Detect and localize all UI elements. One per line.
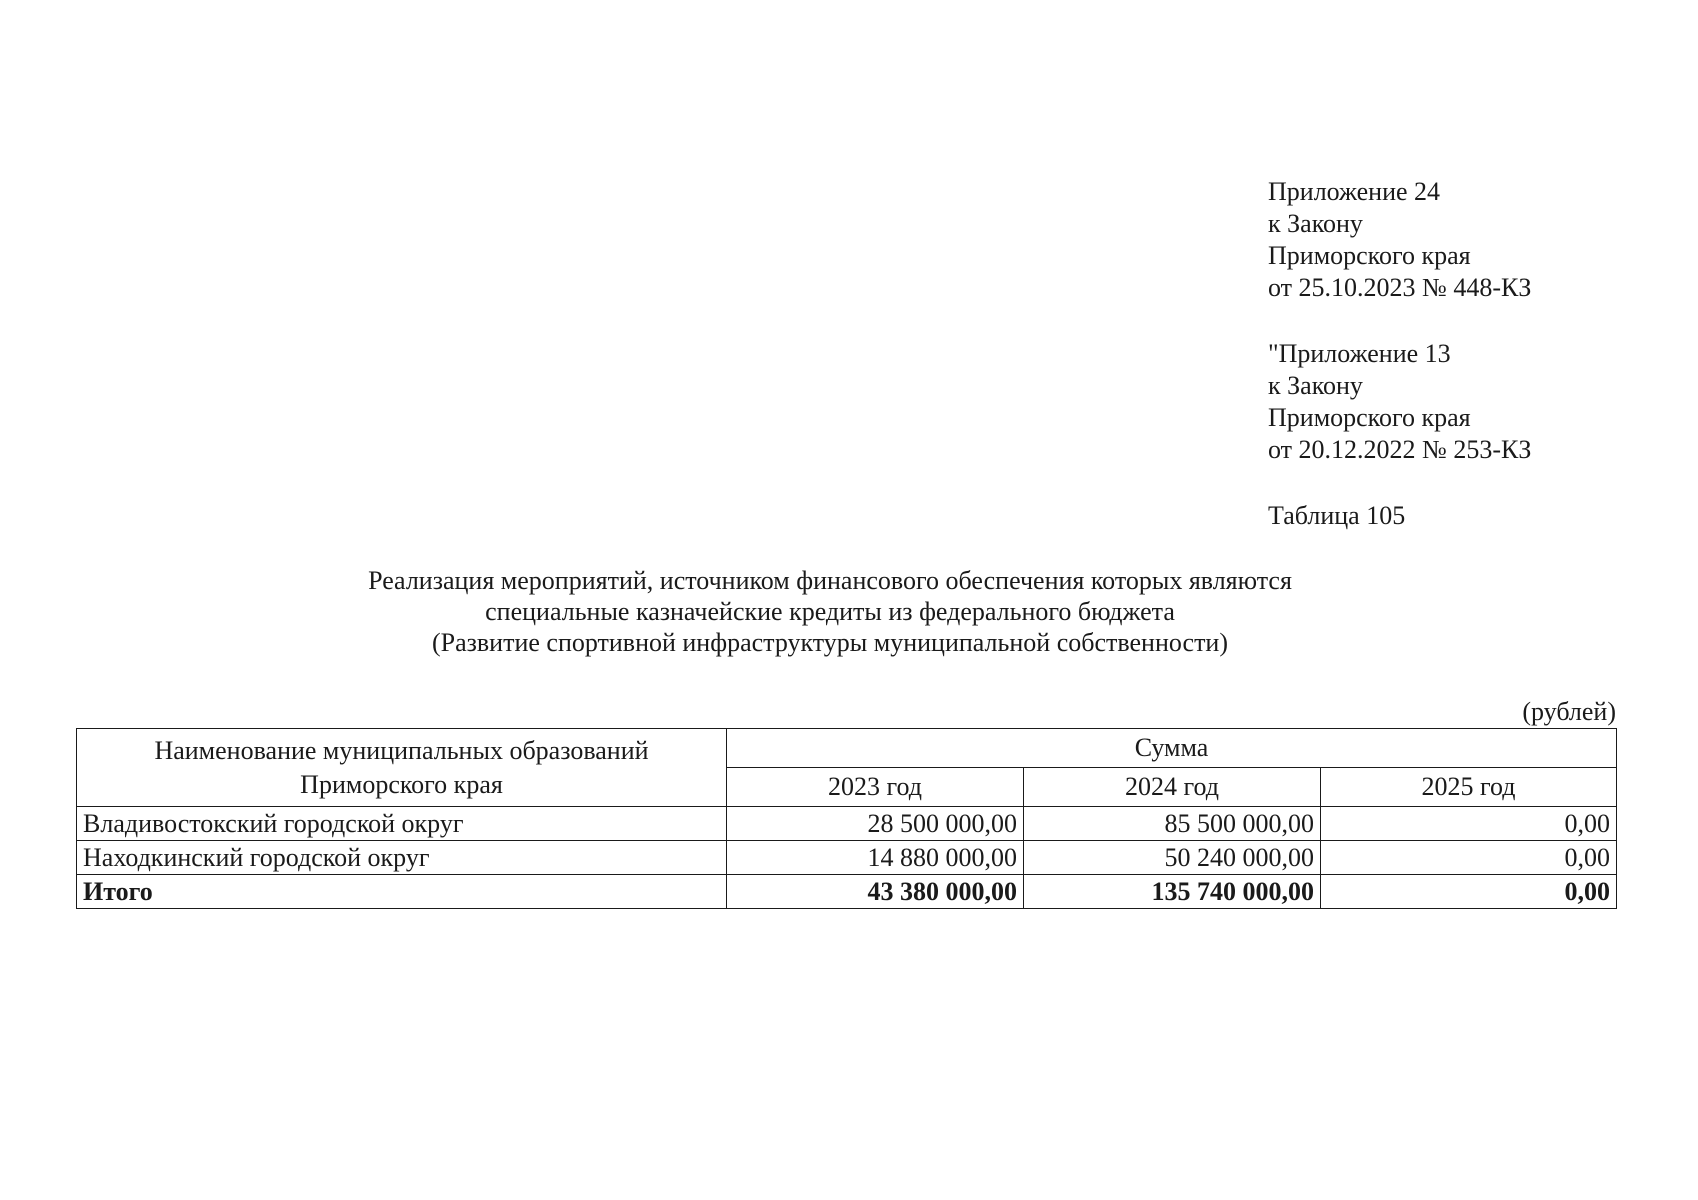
units-label: (рублей) <box>1522 697 1616 726</box>
annex-line: к Закону <box>1268 371 1363 400</box>
year-header-2023: 2023 год <box>727 768 1024 807</box>
table-row <box>77 841 1617 875</box>
budget-table <box>76 728 1617 909</box>
header-line: Наименование муниципальных образований <box>154 735 649 765</box>
total-2023: 43 380 000,00 <box>727 875 1024 909</box>
annex-line: Приморского края <box>1268 241 1471 270</box>
total-2024: 135 740 000,00 <box>1024 875 1321 909</box>
year-header-2025: 2025 год <box>1321 768 1617 807</box>
amount-2023: 28 500 000,00 <box>727 807 1024 841</box>
table-header-row <box>77 729 1617 768</box>
annex-line: Приложение 24 <box>1268 177 1441 206</box>
amount-2025: 0,00 <box>1321 841 1617 875</box>
sum-column-header: Сумма <box>727 729 1617 768</box>
header-line: Приморского края <box>300 769 503 799</box>
annex-reference-amended <box>1268 338 1531 466</box>
title-line: (Развитие спортивной инфраструктуры муниципальной собственности) <box>431 628 1229 657</box>
total-2025: 0,00 <box>1321 875 1617 909</box>
municipality-name: Владивостокский городской округ <box>77 807 727 841</box>
table-row <box>77 807 1617 841</box>
annex-line: "Приложение 13 <box>1268 339 1451 368</box>
document-title <box>200 565 1460 658</box>
amount-2025: 0,00 <box>1321 807 1617 841</box>
annex-line: Приморского края <box>1268 403 1471 432</box>
municipality-column-header <box>77 729 727 807</box>
annex-line: от 25.10.2023 № 448-КЗ <box>1268 273 1532 302</box>
total-row <box>77 875 1617 909</box>
total-label: Итого <box>77 875 727 909</box>
amount-2023: 14 880 000,00 <box>727 841 1024 875</box>
title-line: Реализация мероприятий, источником финансового обеспечения которых являются <box>368 566 1292 595</box>
year-header-2024: 2024 год <box>1024 768 1321 807</box>
amount-2024: 85 500 000,00 <box>1024 807 1321 841</box>
annex-line: к Закону <box>1268 209 1363 238</box>
municipality-name: Находкинский городской округ <box>77 841 727 875</box>
amount-2024: 50 240 000,00 <box>1024 841 1321 875</box>
title-line: специальные казначейские кредиты из федерального бюджета <box>485 597 1175 626</box>
table-number: Таблица 105 <box>1268 501 1406 530</box>
annex-line: от 20.12.2022 № 253-КЗ <box>1268 435 1532 464</box>
annex-reference-current <box>1268 176 1531 304</box>
